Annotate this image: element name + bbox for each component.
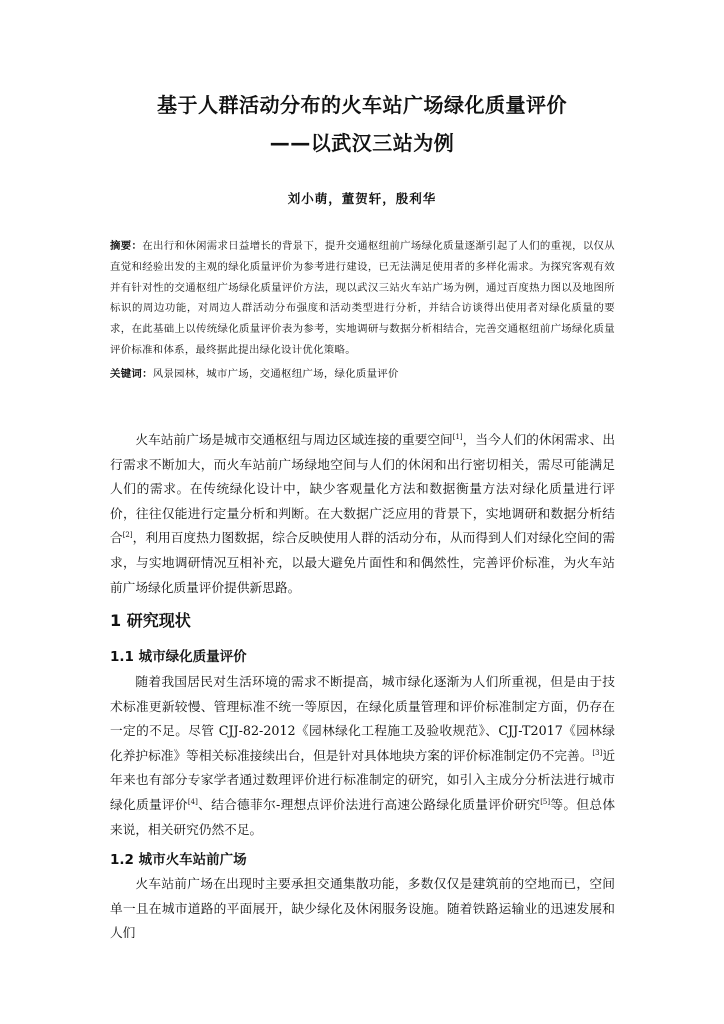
section-heading-1: 1 研究现状 xyxy=(110,611,191,630)
abstract-label: 摘要： xyxy=(110,240,143,252)
s11-text-4: 等。但总体来说，相关研究仍然不足。 xyxy=(110,796,616,837)
keywords xyxy=(110,364,615,385)
citation-4: [4] xyxy=(187,797,198,806)
author-list: 刘小萌，董贺轩，殷利华 xyxy=(287,191,437,206)
paper-subtitle: ——以武汉三站为例 xyxy=(269,131,455,155)
section-heading-1-1: 1.1 城市绿化质量评价 xyxy=(110,649,247,665)
section-heading-1-2: 1.2 城市火车站前广场 xyxy=(110,852,247,868)
intro-text-3: ，利用百度热力图数据，综合反映使用人群的活动分布，从而得到人们对绿化空间的需求，与实地调研情况互相补充，以最大避免片面性和和偶然性，完善评价标准，为火车站前广场绿化质量评价提供新思路。 xyxy=(110,530,616,595)
section-1-2-paragraph: 火车站前广场在出现时主要承担交通集散功能，多数仅仅是建筑前的空地而已，空间单一且在城市道路的平面展开，缺少绿化及休闲服务设施。随着铁路运输业的迅速发展和人们 xyxy=(110,876,615,941)
s11-text-3: 、结合德菲尔-理想点评价法进行高速公路绿化质量评价研究 xyxy=(197,796,541,812)
citation-5: [5] xyxy=(540,797,551,806)
citation-1: [1] xyxy=(452,433,463,441)
intro-paragraph xyxy=(110,428,615,600)
abstract-text: 在出行和休闲需求日益增长的背景下，提升交通枢纽前广场绿化质量逐渐引起了人们的重视，以仅从直觉和经验出发的主观的绿化质量评价为参考进行建设，已无法满足使用者的多样化需求。为探究客观有效并有针对性的交通枢纽广场绿化质量评价方法，现以武汉三站火车站广场为例，通过百度热力图以及地图所标识的周边功能，对周边人群活动分布强度和活动类型进行分析，并结合访谈得出使用者对绿化质量的要求，在此基础上以传统绿化质量评价表为参考，实地调研与数据分析相结合，完善交通枢纽前广场绿化质量评价标准和体系，最终据此提出绿化设计优化策略。 xyxy=(110,240,615,356)
intro-text-1: 火车站前广场是城市交通枢纽与周边区域连接的重要空间 xyxy=(135,432,453,447)
intro-section xyxy=(110,428,615,600)
citation-2: [2] xyxy=(122,531,133,540)
section-1-1-body xyxy=(110,670,615,842)
citation-3: [3] xyxy=(592,748,603,757)
paper-title: 基于人群活动分布的火车站广场绿化质量评价 xyxy=(157,93,567,117)
intro-text-2: ，当今人们的休闲需求、出行需求不断加大，而火车站前广场绿地空间与人们的休闲和出行密切相关，需尽可能满足人们的需求。在传统绿化设计中，缺少客观量化方法和数据衡量方法对绿化质量进行评价，往往仅能进行定量分析和判断。在大数据广泛应用的背景下，实地调研和数据分析结合 xyxy=(110,432,616,546)
section-1-1-paragraph xyxy=(110,670,615,842)
s11-text-1: 随着我国居民对生活环境的需求不断提高，城市绿化逐渐为人们所重视，但是由于技术标准更新较慢、管理标准不统一等原因，在绿化质量管理和评价标准制定方面，仍存在一定的不足。尽管 CJJ-82-2012《园林绿化工程施工及验收规范》、CJJ-T2017《园林绿化养护标准》等相关标准接续出台，但是针对具体地块方案的评价标准制定仍不完善。 xyxy=(110,674,615,763)
s11-text-2: 近年来也有部分专家学者通过数理评价进行标准制定的研究，如引入主成分分析法进行城市绿化质量评价 xyxy=(110,747,616,812)
section-1-2-body xyxy=(110,872,615,941)
keywords-label: 关键词： xyxy=(110,368,153,380)
keywords-text: 风景园林，城市广场，交通枢纽广场，绿化质量评价 xyxy=(152,368,399,380)
abstract xyxy=(110,236,615,361)
